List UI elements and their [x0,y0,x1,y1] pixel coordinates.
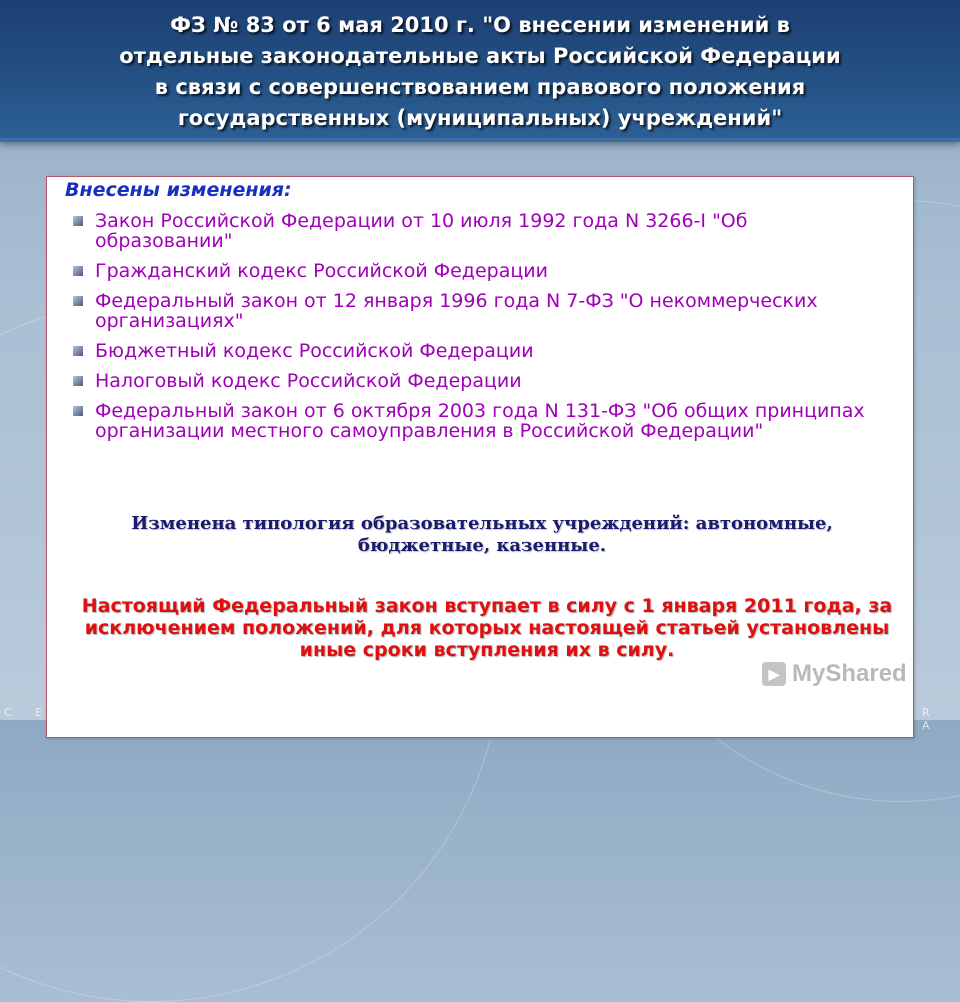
list-item-text: Закон Российской Федерации от 10 июля 1992 года N 3266-I "Об образовании" [95,210,748,252]
changes-heading: Внесены изменения: [65,179,292,201]
bullet-square-icon [73,216,83,226]
bullet-square-icon [73,266,83,276]
list-item [73,371,873,391]
list-item-text: Бюджетный кодекс Российской Федерации [95,340,534,362]
list-item-text: Федеральный закон от 12 января 1996 года N 7-ФЗ "О некоммерческих организациях" [95,290,818,332]
title-line: ФЗ № 83 от 6 мая 2010 г. "О внесении изменений в [170,13,790,37]
slide-title [20,10,940,134]
effective-date-statement: Настоящий Федеральный закон вступает в силу с 1 января 2011 года, за исключением положений, для которых настоящей статьей установлены иные сроки вступления их в силу. [81,595,893,661]
list-item [73,341,873,361]
bullet-square-icon [73,296,83,306]
typology-statement: Изменена типология образовательных учреждений: автономные, бюджетные, казенные. [131,513,833,556]
watermark-play-icon: ▶ [762,662,786,686]
list-item-text: Гражданский кодекс Российской Федерации [95,260,548,282]
amended-laws-list [73,211,873,451]
list-item [73,211,873,251]
bullet-square-icon [73,406,83,416]
content-panel [46,176,914,738]
list-item-text: Федеральный закон от 6 октября 2003 года N 131-ФЗ "Об общих принципах организации местного самоуправления в Российской Федерации" [95,400,865,442]
footer-decor-left: C E N [4,706,84,719]
bullet-square-icon [73,376,83,386]
list-item [73,291,873,331]
watermark [762,660,907,688]
footer-decor-right: R A [922,706,940,732]
bullet-square-icon [73,346,83,356]
list-item [73,261,873,281]
slide-header [0,0,960,142]
list-item-text: Налоговый кодекс Российской Федерации [95,370,522,392]
title-line: государственных (муниципальных) учреждений" [177,106,783,130]
title-line: отдельные законодательные акты Российской Федерации [119,44,841,68]
title-line: в связи с совершенствованием правового положения [154,75,806,99]
list-item [73,401,873,441]
watermark-text: MyShared [792,660,907,687]
